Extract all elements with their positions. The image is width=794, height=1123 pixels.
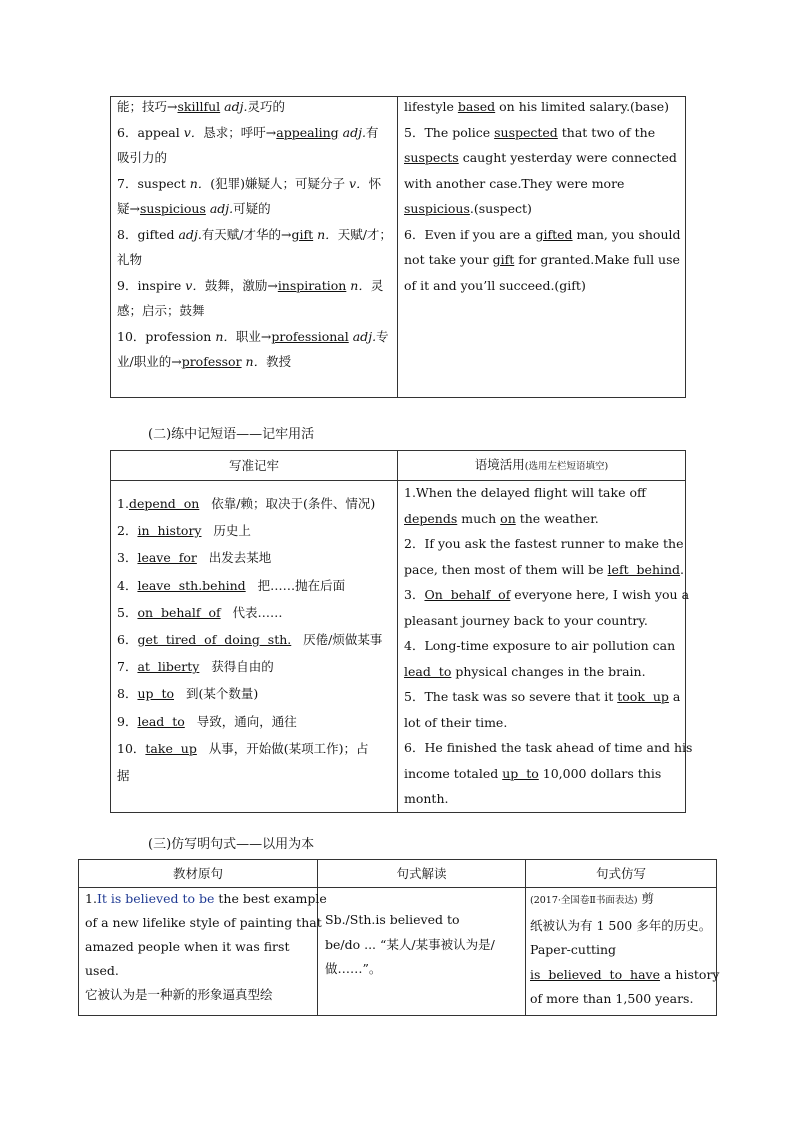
original-line-2: of a new lifelike style of painting that	[85, 915, 322, 930]
answer-word: depends	[404, 510, 458, 526]
phrase-right-line	[404, 786, 679, 812]
answer-word: gift	[492, 252, 515, 267]
phrase-text: at liberty	[137, 659, 200, 675]
phrase-right-line	[404, 659, 679, 685]
phrase-text: get tired of doing sth.	[137, 632, 292, 648]
phrase-item	[117, 626, 391, 653]
sentence-table	[78, 859, 720, 1016]
phrase-num: 3．	[117, 550, 138, 566]
vocab-right-line	[404, 120, 679, 146]
text-segment: 6．He finished the task ahead of time and his	[404, 740, 693, 755]
original-line-1: the best example	[214, 891, 327, 906]
phrase-text: on behalf of	[137, 604, 221, 620]
text-segment: 吸引力的	[117, 150, 168, 165]
text-segment: 能；技巧→	[117, 99, 178, 114]
text-segment: 6．appeal	[117, 124, 184, 140]
vocab-left-line	[117, 298, 391, 324]
original-highlight: It is believed to be	[96, 891, 215, 906]
vocab-left-line	[117, 94, 391, 120]
original-line-4: used.	[85, 963, 119, 978]
text-segment: 职业→	[235, 328, 272, 344]
answer-word: inspiration	[277, 277, 347, 293]
text-segment: 5．The task was so severe that it	[404, 689, 618, 704]
text-segment: that two of the	[557, 124, 656, 140]
answer-word: suspects	[404, 150, 459, 165]
text-segment: 10．profession	[117, 328, 216, 344]
text-segment: pace, then most of them will be	[404, 561, 608, 577]
pos-label: n．	[215, 328, 236, 344]
original-num: 1.	[85, 891, 97, 906]
phrase-header-right-note: (选用左栏短语填空)	[524, 461, 609, 472]
phrase-right-cell	[398, 481, 693, 813]
text-segment: 灵巧的	[247, 99, 285, 114]
pos-label: v．	[183, 124, 204, 140]
text-segment: with another case.They were more	[404, 175, 625, 191]
text-segment: the weather.	[515, 510, 599, 526]
phrase-text: lead to	[137, 713, 185, 729]
phrase-item	[117, 653, 391, 680]
imitation-source: (2017·全国卷Ⅱ书面表达)	[530, 895, 638, 906]
phrase-text: in history	[137, 523, 202, 539]
answer-word: lead to	[404, 663, 452, 679]
vocab-left-line	[117, 247, 391, 273]
phrase-meaning: 从事，开始做(某项工作)；占	[208, 740, 369, 756]
text-segment: 10,000 dollars this	[538, 765, 662, 781]
answer-word: took up	[617, 689, 669, 704]
phrase-header-left: 写准记牢	[111, 451, 398, 481]
sentence-header-imitation: 句式仿写	[526, 860, 717, 888]
original-sentence-cell	[79, 888, 327, 1016]
phrase-num: 2．	[117, 523, 138, 539]
text-segment: everyone here, I wish you a	[510, 587, 690, 602]
text-segment: 4．Long-time exposure to air pollution can	[404, 638, 676, 653]
imitation-line-3: Paper-cutting	[530, 942, 617, 957]
text-segment: lifestyle	[404, 99, 458, 114]
section-title-phrases: (二)练中记短语——记牢用活	[148, 427, 315, 442]
vocab-right-line	[404, 247, 679, 273]
vocab-right-line	[404, 94, 679, 120]
text-segment: 2．If you ask the fastest runner to make the	[404, 536, 684, 551]
text-segment: (犯罪)嫌疑人；可疑分子	[210, 175, 350, 191]
phrase-right-line	[404, 582, 690, 608]
answer-word: suspicious	[404, 201, 470, 216]
phrase-num: 8．	[117, 686, 138, 702]
phrase-item	[117, 735, 391, 762]
text-segment: 有天赋/才华的→	[201, 226, 292, 242]
answer-word: On behalf of	[424, 587, 511, 602]
text-segment: 可疑的	[233, 201, 271, 216]
phrase-right-line	[404, 608, 679, 634]
pos-label: adj.	[209, 201, 234, 216]
phrase-right-line	[404, 506, 679, 532]
imitation-line-2: 纸被认为有 1 500 多年的历史。	[530, 917, 712, 933]
text-segment: lot of their time.	[404, 714, 508, 730]
phrase-item	[117, 680, 391, 707]
phrase-left-cell	[111, 481, 398, 813]
phrase-text: take up	[145, 740, 197, 756]
analysis-line-1: Sb./Sth.is believed to	[325, 912, 460, 927]
vocab-right-line	[404, 273, 679, 299]
text-segment: 1.When the delayed flight will take off	[404, 485, 646, 500]
text-segment: 天赋/才；	[337, 226, 392, 242]
phrase-item	[117, 708, 391, 735]
pos-label: v．	[349, 175, 369, 191]
phrase-num: 9．	[117, 713, 138, 729]
phrase-meaning: 代表……	[232, 604, 283, 620]
section-title-sentences: (三)仿写明句式——以用为本	[148, 837, 315, 852]
phrase-num: 10．	[117, 740, 146, 756]
vocab-table	[110, 96, 686, 398]
phrase-table	[110, 450, 693, 813]
pos-label: n．	[189, 175, 211, 191]
text-segment: 礼物	[117, 252, 143, 267]
text-segment: 恳求；呼吁→	[203, 124, 277, 140]
text-segment: 有	[365, 124, 379, 140]
text-segment: caught yesterday were connected	[458, 150, 677, 165]
text-segment: 9．inspire	[117, 277, 186, 293]
text-segment: 5．The police	[404, 124, 495, 140]
phrase-meaning: 导致，通向，通往	[196, 713, 297, 729]
phrase-header-right-main: 语境活用	[474, 457, 525, 472]
phrase-right-line	[404, 633, 679, 659]
answer-word: appealing	[276, 124, 339, 140]
phrase-num: 5．	[117, 604, 138, 620]
text-segment: for granted.Make full use	[514, 252, 680, 267]
text-segment: 专	[376, 328, 389, 344]
phrase-item	[117, 572, 391, 599]
vocab-right-line	[404, 145, 679, 171]
answer-word: left behind	[607, 561, 681, 577]
imitation-line-4: a history	[660, 966, 720, 982]
text-segment: month.	[404, 791, 449, 806]
pos-label: n．	[350, 277, 371, 293]
text-segment: 教授	[266, 354, 292, 369]
answer-word: up to	[502, 765, 539, 781]
analysis-line-2: be/do ... “某人/某事被认为是/	[325, 936, 495, 952]
text-segment: 3．	[404, 587, 425, 602]
text-segment: not take your	[404, 252, 493, 267]
text-segment: 怀	[368, 175, 382, 191]
phrase-num: 6．	[117, 632, 138, 648]
answer-word: suspected	[494, 124, 558, 140]
phrase-item	[117, 517, 391, 544]
answer-word: based	[457, 99, 496, 114]
pos-label: n．	[245, 354, 267, 369]
text-segment: 鼓舞，激励→	[204, 277, 278, 293]
phrase-meaning: 厌倦/烦做某事	[303, 632, 383, 648]
answer-word: on	[500, 510, 516, 526]
analysis-line-3: 做……”。	[325, 961, 382, 976]
phrase-meaning: 把……抛在后面	[257, 577, 346, 593]
pos-label: adj.	[224, 99, 248, 114]
phrase-text: depend on	[128, 496, 200, 511]
phrase-meaning: 到(某个数量)	[185, 686, 259, 702]
text-segment: 6．Even if you are a	[404, 226, 536, 242]
vocab-left-line	[117, 324, 391, 350]
phrase-right-line	[404, 710, 679, 736]
answer-word: gifted	[535, 226, 573, 242]
text-segment: on his limited salary.(base)	[495, 99, 670, 114]
imitation-cell	[526, 888, 720, 1016]
answer-word: gift	[291, 226, 314, 242]
phrase-text: leave for	[137, 550, 197, 566]
pos-label: adj.	[342, 124, 366, 140]
vocab-right-line	[404, 171, 679, 197]
pos-label: adj.	[178, 226, 202, 242]
phrase-right-line	[404, 761, 679, 787]
answer-word: skillful	[177, 99, 221, 114]
phrase-item	[117, 490, 391, 517]
answer-word: suspicious	[139, 201, 206, 216]
text-segment: 疑→	[117, 201, 140, 216]
text-segment: physical changes in the brain.	[451, 663, 646, 679]
vocab-right-line	[404, 196, 679, 222]
text-segment: 8．gifted	[117, 226, 179, 242]
imitation-line-1: 剪	[637, 891, 655, 906]
phrase-right-line	[404, 480, 679, 506]
sentence-header-analysis: 句式解读	[318, 860, 526, 888]
phrase-right-line	[404, 531, 684, 557]
phrase-meaning: 依靠/赖；取决于(条件、情况)	[211, 496, 376, 511]
vocab-left-line	[117, 196, 391, 222]
text-segment: man, you should	[572, 226, 681, 242]
phrase-right-line	[404, 557, 685, 583]
vocab-right-cell	[398, 97, 686, 398]
sentence-header-original: 教材原句	[79, 860, 318, 888]
phrase-text: leave sth.behind	[137, 577, 246, 593]
phrase-right-line	[404, 684, 679, 710]
text-segment: a	[668, 689, 681, 704]
imitation-line-5: of more than 1,500 years.	[530, 991, 694, 1006]
phrase-meaning-tail: 据	[117, 768, 130, 784]
vocab-left-line	[117, 349, 391, 375]
imitation-answer: is believed to have	[530, 966, 661, 982]
pos-label: n．	[317, 226, 338, 242]
text-segment: 灵	[370, 277, 384, 293]
original-translation: 它被认为是一种新的形象逼真型绘	[85, 987, 273, 1002]
text-segment: 7．suspect	[117, 175, 190, 191]
text-segment: 业/职业的→	[117, 354, 182, 369]
vocab-left-line	[117, 171, 391, 197]
phrase-item	[117, 599, 391, 626]
vocab-left-line	[117, 145, 391, 171]
vocab-left-line	[117, 120, 391, 146]
phrase-meaning: 历史上	[213, 523, 251, 539]
analysis-cell	[318, 888, 526, 1016]
phrase-text: up to	[137, 686, 175, 702]
answer-word: professional	[271, 328, 349, 344]
text-segment: .	[680, 561, 685, 577]
text-segment: of it and you’ll succeed.(gift)	[404, 277, 586, 293]
phrase-header-right	[398, 451, 686, 481]
phrase-num: 1.	[117, 496, 129, 511]
phrase-num: 7．	[117, 659, 138, 675]
phrase-right-line	[404, 735, 693, 761]
text-segment: 感；启示；鼓舞	[117, 303, 205, 318]
vocab-left-line	[117, 222, 391, 248]
vocab-right-line	[404, 222, 679, 248]
pos-label: v．	[185, 277, 205, 293]
phrase-num: 4．	[117, 577, 138, 593]
vocab-left-line	[117, 273, 391, 299]
text-segment: pleasant journey back to your country.	[404, 612, 648, 628]
text-segment: income totaled	[404, 765, 503, 781]
pos-label: adj.	[352, 328, 377, 344]
original-line-3: amazed people when it was first	[85, 939, 290, 954]
answer-word: professor	[181, 354, 242, 369]
text-segment: .(suspect)	[469, 201, 532, 216]
phrase-meaning: 获得自由的	[211, 659, 274, 675]
phrase-item	[117, 544, 391, 571]
vocab-left-cell	[111, 97, 398, 398]
text-segment: much	[457, 510, 501, 526]
phrase-meaning: 出发去某地	[208, 550, 272, 566]
